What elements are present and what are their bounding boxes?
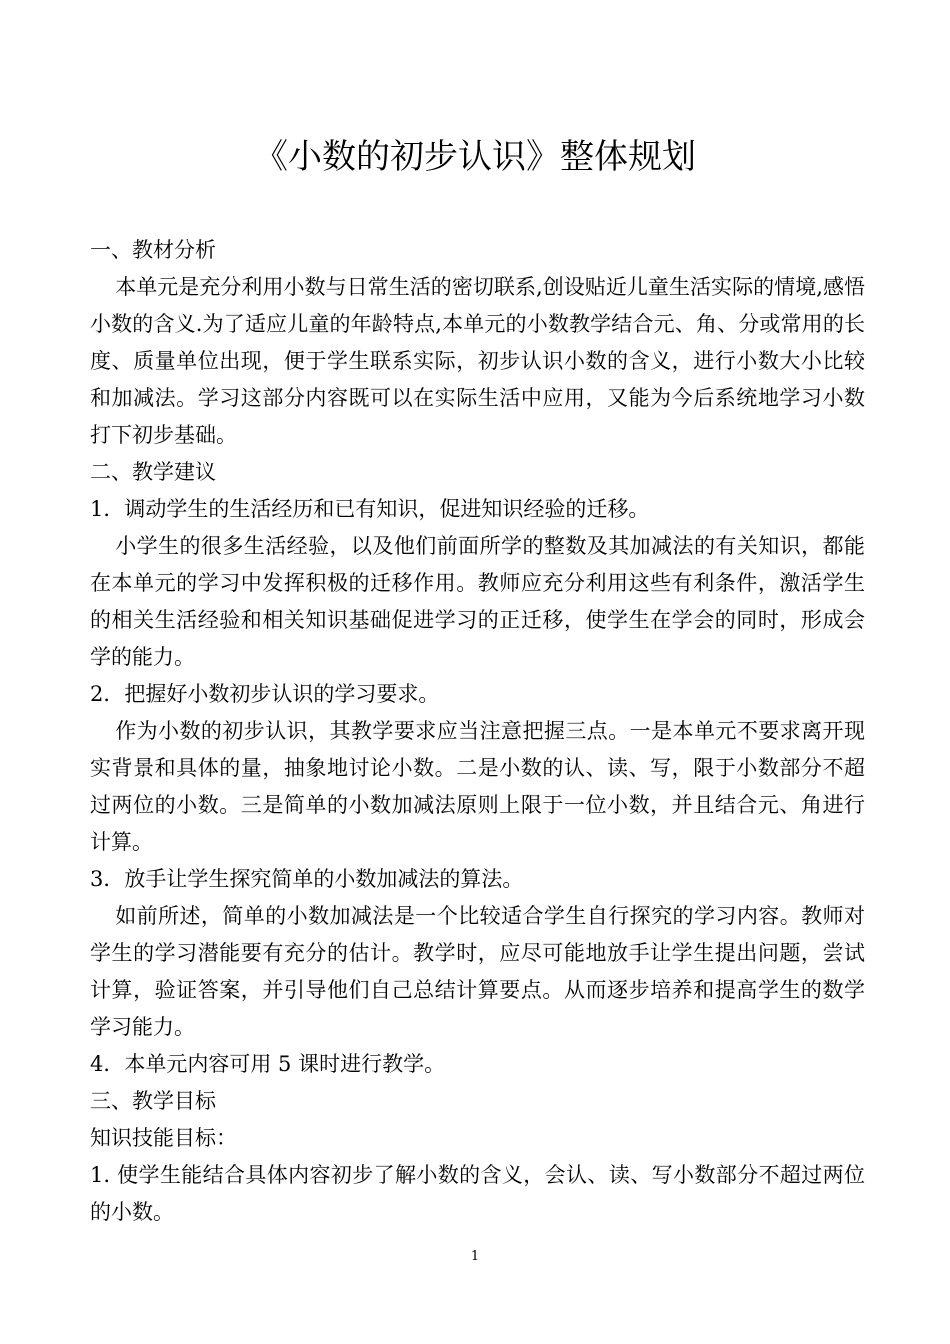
paragraph-item-2: 作为小数的初步认识，其教学要求应当注意把握三点。一是本单元不要求离开现实背景和具体的量，抽象地讨论小数。二是小数的认、读、写，限于小数部分不超过两位的小数。三是简单的小数加减法原则上限于一位小数，并且结合元、角进行计算。 <box>90 719 865 854</box>
subheading-knowledge: 知识技能目标： <box>90 1126 237 1150</box>
list-item-3: 3．放手让学生探究简单的小数加减法的算法。 <box>90 867 524 891</box>
section-heading-goals: 三、教学目标 <box>90 1089 216 1113</box>
paragraph-analysis: 本单元是充分利用小数与日常生活的密切联系,创设贴近儿童生活实际的情境,感悟小数的含义.为了适应儿童的年龄特点,本单元的小数教学结合元、角、分或常用的长度、质量单位出现，便于学生联系实际，初步认识小数的含义，进行小数大小比较和加减法。学习这部分内容既可以在实际生活中应用，又能为今后系统地学习小数打下初步基础。 <box>90 275 865 447</box>
page-title: 《小数的初步认识》整体规划 <box>254 137 696 177</box>
page-number: 1 <box>470 1249 480 1264</box>
goal-item-1: 1. 使学生能结合具体内容初步了解小数的含义，会认、读、写小数部分不超过两位的小数。 <box>90 1163 865 1224</box>
section-heading-analysis: 一、教材分析 <box>90 238 216 262</box>
list-item-2: 2．把握好小数初步认识的学习要求。 <box>90 682 440 706</box>
list-item-4: 4．本单元内容可用 5 课时进行教学。 <box>90 1052 446 1076</box>
paragraph-item-3: 如前所述，简单的小数加减法是一个比较适合学生自行探究的学习内容。教师对学生的学习潜能要有充分的估计。教学时，应尽可能地放手让学生提出问题，尝试计算，验证答案，并引导他们自己总结计算要点。从而逐步培养和提高学生的数学学习能力。 <box>90 904 865 1039</box>
paragraph-item-1: 小学生的很多生活经验，以及他们前面所学的整数及其加减法的有关知识，都能在本单元的学习中发挥积极的迁移作用。教师应充分利用这些有利条件，激活学生的相关生活经验和相关知识基础促进学习的正迁移，使学生在学会的同时，形成会学的能力。 <box>90 534 865 669</box>
list-item-1: 1．调动学生的生活经历和已有知识，促进知识经验的迁移。 <box>90 497 650 521</box>
document-body <box>90 232 865 1231</box>
section-heading-suggestions: 二、教学建议 <box>90 460 216 484</box>
